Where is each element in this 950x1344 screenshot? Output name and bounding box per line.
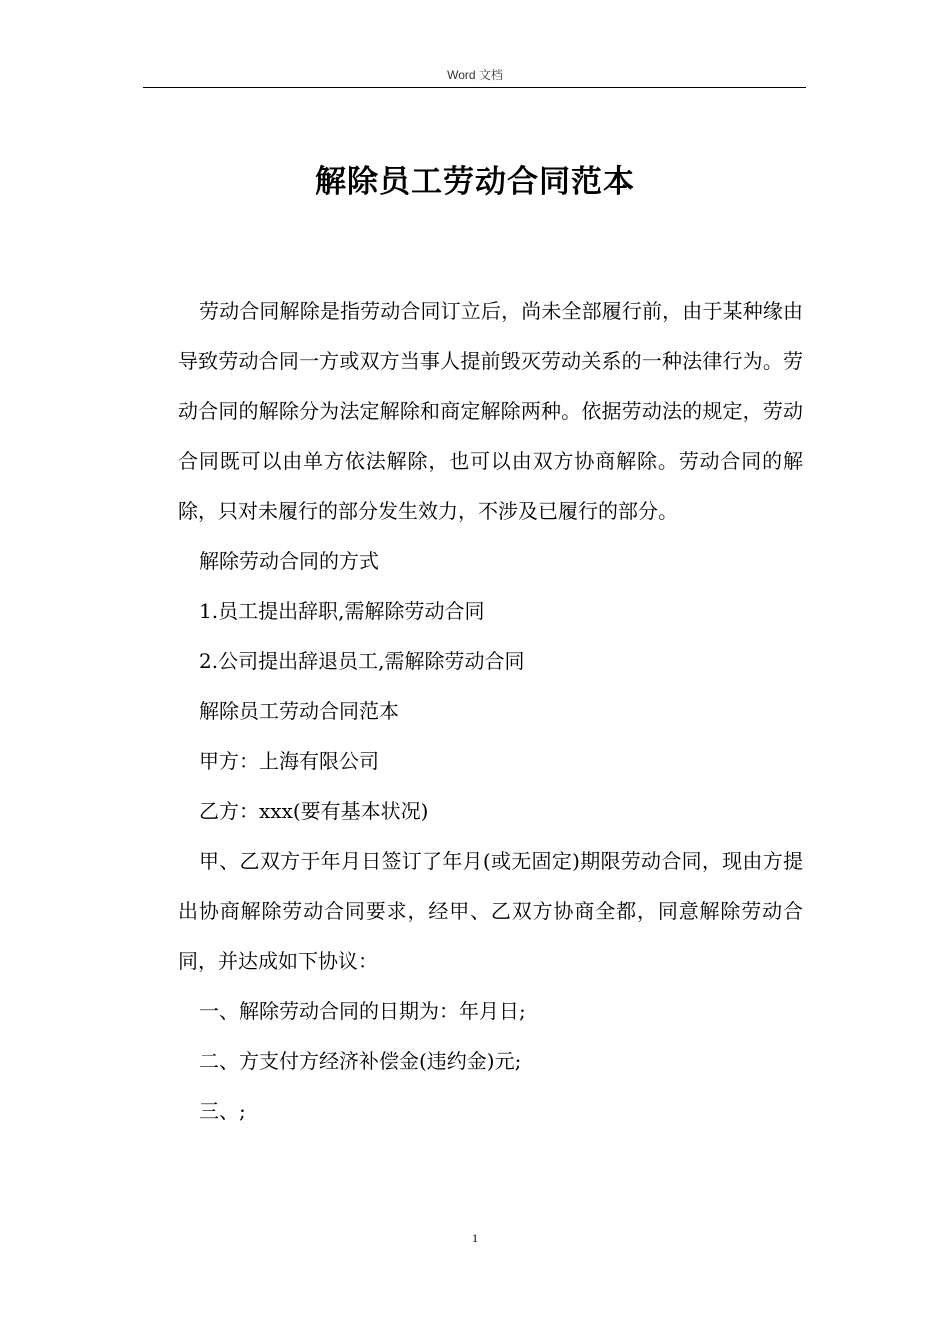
paragraph-clause-2: 二、方支付方经济补偿金(违约金)元;: [199, 1049, 522, 1073]
document-title: 解除员工劳动合同范本: [315, 164, 635, 200]
header-divider: [143, 87, 806, 88]
paragraph-clause-1: 一、解除劳动合同的日期为：年月日;: [199, 999, 526, 1023]
paragraph-method-2: 2.公司提出辞退员工,需解除劳动合同: [199, 649, 525, 673]
page-header: Word 文档: [447, 68, 503, 82]
paragraph-intro: 劳动合同解除是指劳动合同订立后，尚未全部履行前，由于某种缘由导致劳动合同一方或双方当事人提前毁灭劳动关系的一种法律行为。劳动合同的解除分为法定解除和商定解除两种。依据劳动法的规定，劳动合同既可以由单方依法解除，也可以由双方协商解除。劳动合同的解除，只对未履行的部分发生效力，不涉及已履行的部分。: [178, 299, 803, 523]
document-body: [178, 286, 803, 1136]
paragraph-methods-heading: 解除劳动合同的方式: [199, 549, 379, 573]
paragraph-agreement: 甲、乙双方于年月日签订了年月(或无固定)期限劳动合同，现由方提出协商解除劳动合同要求，经甲、乙双方协商全都，同意解除劳动合同，并达成如下协议：: [178, 849, 803, 973]
paragraph-template-heading: 解除员工劳动合同范本: [199, 699, 399, 723]
page-number: 1: [472, 1231, 478, 1245]
paragraph-party-b: 乙方：xxx(要有基本状况): [199, 799, 429, 823]
paragraph-party-a: 甲方：上海有限公司: [199, 749, 379, 773]
paragraph-clause-3: 三、;: [199, 1099, 246, 1123]
paragraph-method-1: 1.员工提出辞职,需解除劳动合同: [199, 599, 485, 623]
